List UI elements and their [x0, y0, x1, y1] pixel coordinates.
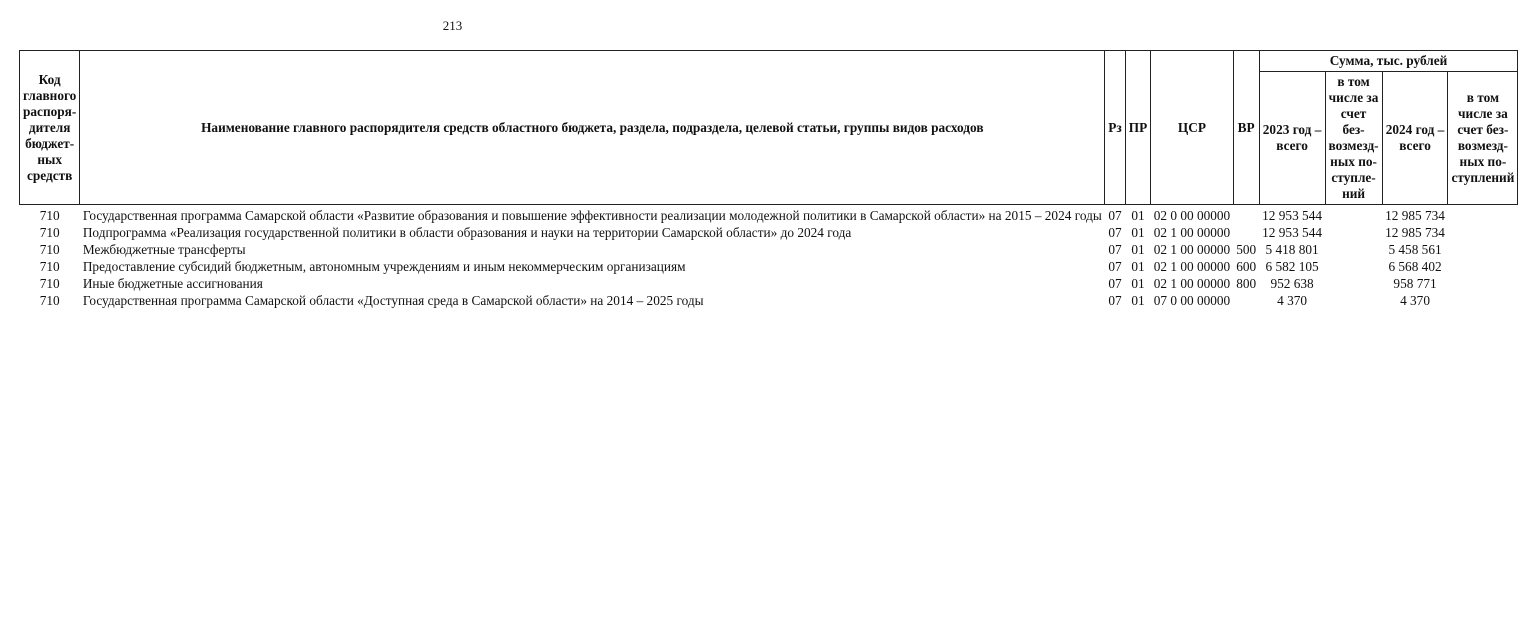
row-name: Межбюджетные трансферты [82, 242, 246, 257]
table-row [20, 205, 1518, 225]
row-free-2024 [1448, 275, 1518, 292]
row-sum-2023: 4 370 [1277, 293, 1308, 308]
row-sum-2024: 958 771 [1393, 276, 1437, 291]
table-row [20, 224, 1518, 241]
table-row [20, 292, 1518, 309]
row-name: Подпрограмма «Реализация государственной политики в области образования и науки на территории Самарской области» до 2024 года [82, 225, 852, 240]
table-header [20, 51, 1518, 205]
row-rz: 07 [1108, 276, 1122, 291]
table-row [20, 258, 1518, 275]
row-sum-2024: 5 458 561 [1388, 242, 1442, 257]
row-sum-2023: 6 582 105 [1265, 259, 1319, 274]
row-rz: 07 [1108, 259, 1122, 274]
row-name: Государственная программа Самарской области «Доступная среда в Самарской области» на 2014 – 2025 годы [82, 293, 704, 308]
header-2024-total: 2024 год – всего [1382, 72, 1448, 205]
row-code: 710 [39, 276, 60, 291]
header-vr: ВР [1233, 51, 1259, 205]
row-free-2023 [1325, 205, 1382, 225]
row-pr: 01 [1131, 208, 1145, 223]
header-name: Наименование главного распорядителя средств областного бюджета, раздела, подраздела, целевой статьи, группы видов расходов [80, 51, 1105, 205]
row-vr: 800 [1236, 276, 1257, 291]
table-row [20, 275, 1518, 292]
row-free-2023 [1325, 224, 1382, 241]
row-free-2024 [1448, 241, 1518, 258]
row-code: 710 [39, 259, 60, 274]
row-free-2023 [1325, 258, 1382, 275]
row-sum-2023: 952 638 [1270, 276, 1314, 291]
header-sum-group: Сумма, тыс. рублей [1259, 51, 1518, 72]
row-free-2024 [1448, 224, 1518, 241]
row-name: Государственная программа Самарской области «Развитие образования и повышение эффективности реализации молодежной политики в Самарской области» на 2015 – 2024 годы [82, 208, 1102, 223]
row-code: 710 [39, 208, 60, 223]
row-sum-2024: 4 370 [1400, 293, 1430, 308]
row-vr [1233, 205, 1259, 225]
row-pr: 01 [1131, 293, 1145, 308]
row-sum-2023: 12 953 544 [1262, 225, 1322, 240]
row-csr: 02 1 00 00000 [1153, 259, 1231, 274]
row-free-2023 [1325, 241, 1382, 258]
row-pr: 01 [1131, 276, 1145, 291]
header-code: Код главного распоря-дителя бюджет-ных средств [20, 51, 80, 205]
row-code: 710 [39, 293, 60, 308]
row-rz: 07 [1108, 293, 1122, 308]
header-2023-total: 2023 год – всего [1259, 72, 1325, 205]
row-csr: 02 1 00 00000 [1153, 242, 1231, 257]
row-rz: 07 [1108, 242, 1122, 257]
row-code: 710 [39, 242, 60, 257]
row-rz: 07 [1108, 225, 1122, 240]
row-csr: 02 1 00 00000 [1153, 276, 1231, 291]
header-pr: ПР [1125, 51, 1150, 205]
row-vr [1233, 292, 1259, 309]
row-name: Иные бюджетные ассигнования [82, 276, 263, 291]
row-vr: 500 [1236, 242, 1257, 257]
row-free-2024 [1448, 258, 1518, 275]
row-free-2023 [1325, 292, 1382, 309]
page-number: 213 [442, 18, 463, 33]
row-vr: 600 [1236, 259, 1257, 274]
row-rz: 07 [1108, 208, 1122, 223]
row-code: 710 [39, 225, 60, 240]
row-vr [1233, 224, 1259, 241]
row-free-2024 [1448, 292, 1518, 309]
row-pr: 01 [1131, 259, 1145, 274]
row-free-2024 [1448, 205, 1518, 225]
row-pr: 01 [1131, 225, 1145, 240]
header-2024-free: в том числе за счет без-возмезд-ных по-ступлений [1448, 72, 1518, 205]
budget-table [19, 50, 1518, 309]
row-pr: 01 [1131, 242, 1145, 257]
header-csr: ЦСР [1151, 51, 1233, 205]
header-2023-free: в том числе за счет без-возмезд-ных по-ступле-ний [1325, 72, 1382, 205]
table-body [20, 205, 1518, 310]
row-name: Предоставление субсидий бюджетным, автономным учреждениям и иным некоммерческим организациям [82, 259, 686, 274]
row-sum-2023: 12 953 544 [1262, 208, 1322, 223]
row-sum-2024: 12 985 734 [1385, 225, 1445, 240]
row-sum-2024: 6 568 402 [1388, 259, 1442, 274]
row-csr: 07 0 00 00000 [1153, 293, 1231, 308]
row-csr: 02 1 00 00000 [1153, 225, 1231, 240]
header-rz: Рз [1105, 51, 1125, 205]
row-free-2023 [1325, 275, 1382, 292]
row-sum-2023: 5 418 801 [1265, 242, 1319, 257]
table-row [20, 241, 1518, 258]
row-csr: 02 0 00 00000 [1153, 208, 1231, 223]
row-sum-2024: 12 985 734 [1385, 208, 1445, 223]
